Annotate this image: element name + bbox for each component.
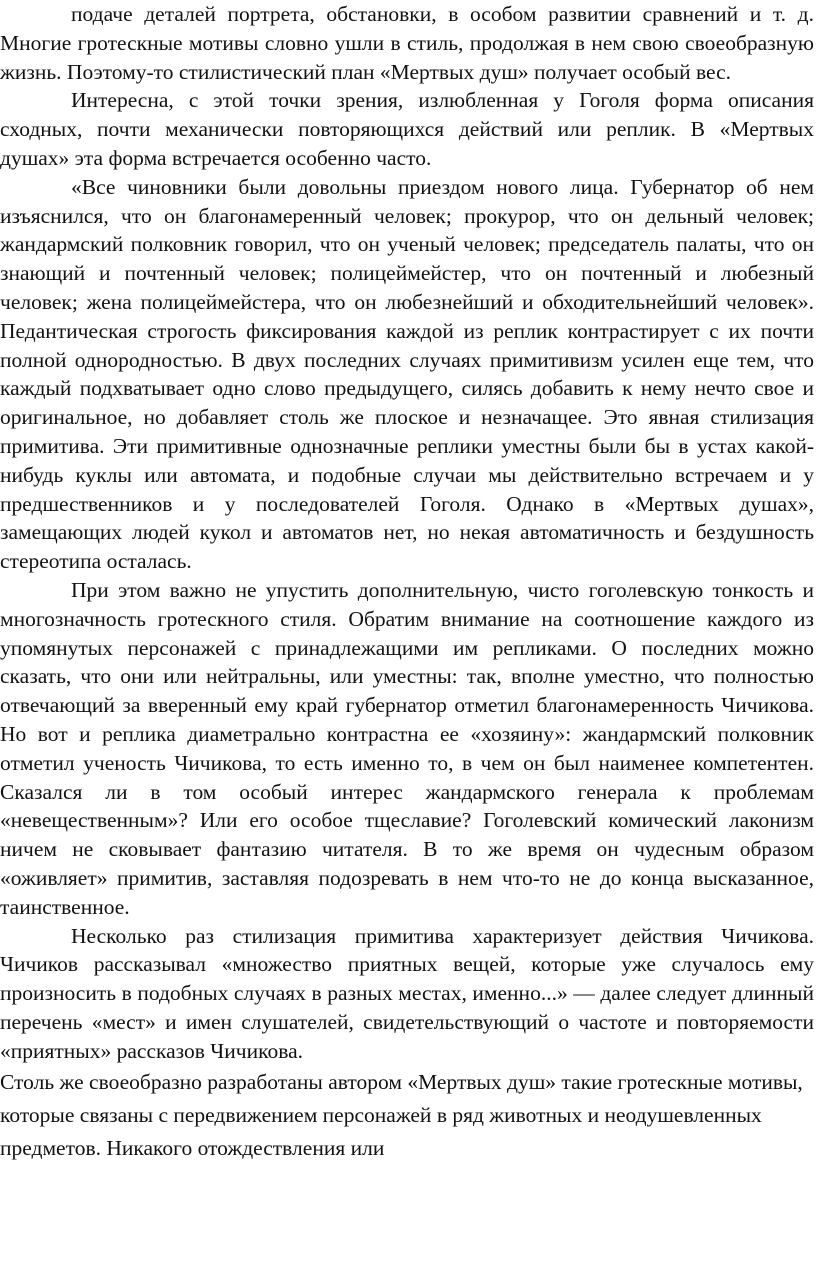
paragraph-3: «Все чиновники были довольны приездом нового лица. Губернатор об нем изъяснился, что он благонамеренный человек; прокурор, что он дельный человек; жандармский полковник говорил, что он ученый человек; председатель палаты, что он знающий и почтенный человек; полицеймейстер, что он почтенный и любезный человек; жена полицеймейстера, что он любезнейший и обходительнейший человек». Педантическая строгость фиксирования каждой из реплик контрастирует с их почти полной однородностью. В двух последних случаях примитивизм усилен еще тем, что каждый подхватывает одно слово предыдущего, силясь добавить к нему нечто свое и оригинальное, но добавляет столь же плоское и незначащее. Это явная стилизация примитива. Эти примитивные однозначные реплики уместны были бы в устах какой-нибудь куклы или автомата, и подобные случаи мы действительно встречаем и у предшественников и у последователей Гоголя. Однако в «Мертвых душах», замещающих людей кукол и автоматов нет, но некая автоматичность и бездушность стереотипа осталась. <box>0 174 814 574</box>
paragraph-4: При этом важно не упустить дополнительную, чисто гоголевскую тонкость и многозначность гротескного стиля. Обратим внимание на соотношение каждого из упомянутых персонажей с принадлежащими им репликами. О последних можно сказать, что они или нейтральны, или уместны: так, вполне уместно, что полностью отвечающий за вверенный ему край губернатор отметил благонамеренность Чичикова. Но вот и реплика диаметрально контрастна ее «хозяину»: жандармский полковник отметил ученость Чичикова, то есть именно то, в чем он был наименее компетентен. Сказался ли в том особый интерес жандармского генерала к проблемам «невещественным»? Или его особое тщеславие? Гоголевский комический лаконизм ничем не сковывает фантазию читателя. В то же время он чудесным образом «оживляет» примитив, заставляя подозревать в нем что-то не до конца высказанное, таинственное. <box>0 577 814 919</box>
paragraph-6: Столь же своеобразно разработаны автором «Мертвых душ» такие гротескные мотивы, которые связаны с передвижением персонажей в ряд животных и неодушевленных предметов. Никакого отождествления или <box>0 1070 803 1161</box>
paragraph-1: подаче деталей портрета, обстановки, в особом развитии сравнений и т. д. Многие гротескные мотивы словно ушли в стиль, продолжая в нем свою своеобразную жизнь. Поэтому-то стилистический план «Мертвых душ» получает особый вес. <box>0 2 814 84</box>
paragraph-5: Несколько раз стилизация примитива характеризует действия Чичикова. Чичиков рассказывал «множество приятных вещей, которые уже случалось ему произносить в подобных случаях в разных местах, именно...» — далее следует длинный перечень «мест» и имен слушателей, свидетельствующий о частоте и повторяемости «приятных» рассказов Чичикова. <box>0 923 814 1063</box>
paragraph-2: Интересна, с этой точки зрения, излюбленная у Гоголя форма описания сходных, почти механически повторяющихся действий или реплик. В «Мертвых душах» эта форма встречается особенно часто. <box>0 88 814 170</box>
